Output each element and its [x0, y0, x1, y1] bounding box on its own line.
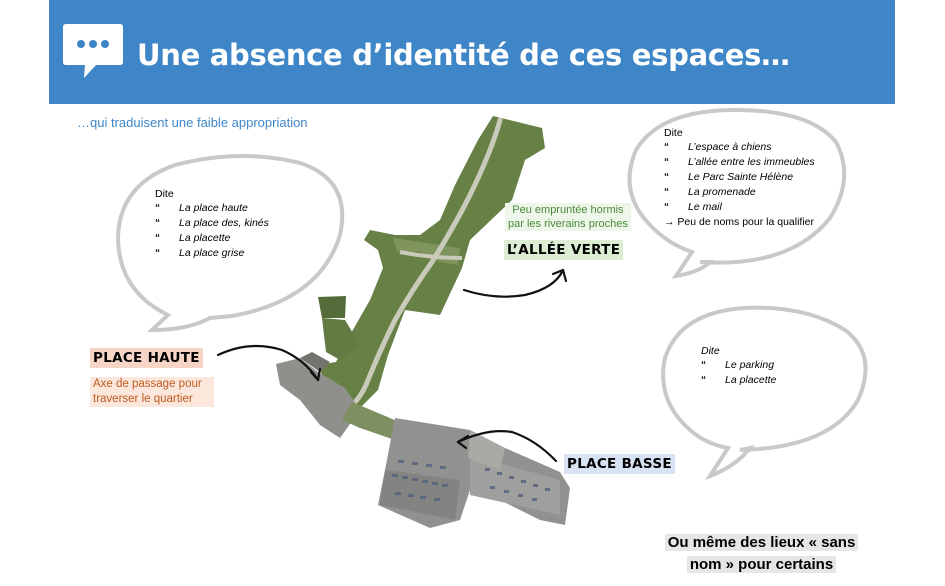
bubble-left-heading: Dite	[155, 188, 174, 200]
list-item: Le Parc Sainte Hélène	[688, 171, 794, 183]
list-item: La place des, kinés	[179, 217, 269, 229]
footer-line-1: Ou même des lieux « sans	[665, 534, 859, 551]
list-item: Le mail	[688, 201, 722, 213]
bubble-top-right-heading: Dite	[664, 127, 683, 139]
speech-bubble-bottom-right	[663, 308, 865, 476]
place-basse-label: PLACE BASSE	[564, 454, 675, 474]
allee-verte-description: Peu empruntée hormis par les riverains proches	[505, 203, 631, 231]
bubble-left-text: Dite “ La place haute “ La place des, kinés “ La placette “ La place grise	[155, 188, 269, 259]
footer-note	[640, 532, 883, 576]
arrow-allee-verte	[464, 270, 563, 297]
list-item: La placette	[179, 232, 231, 244]
list-item: L’allée entre les immeubles	[688, 156, 815, 168]
allee-verte-label: L’ALLÉE VERTE	[504, 240, 623, 260]
place-haute-description: Axe de passage pour traverser le quartier	[90, 377, 214, 407]
list-item: Le parking	[725, 359, 775, 371]
page-title: Une absence d’identité de ces espaces…	[137, 38, 790, 72]
list-item: La placette	[725, 374, 777, 386]
arrow-right-icon: →	[664, 216, 678, 228]
list-item: La place haute	[179, 202, 248, 214]
list-item: La promenade	[688, 186, 756, 198]
bubble-bottom-right-heading: Dite	[701, 345, 720, 357]
list-item: La place grise	[179, 247, 245, 259]
bubble-top-right-text: Dite “ L’espace à chiens “ L’allée entre les immeubles “ Le Parc Sainte Hélène “ La promenade “ Le mail → Peu de noms pour la qualifier	[664, 127, 815, 228]
bubble-bottom-right-text: Dite “ Le parking “ La placette	[701, 345, 777, 386]
subtitle: …qui traduisent une faible appropriation	[77, 115, 308, 130]
list-item: L’espace à chiens	[688, 141, 772, 153]
place-haute-label: PLACE HAUTE	[90, 348, 203, 368]
bubble-note: Peu de noms pour la qualifier	[677, 216, 815, 228]
footer-line-2: nom » pour certains	[687, 556, 836, 573]
